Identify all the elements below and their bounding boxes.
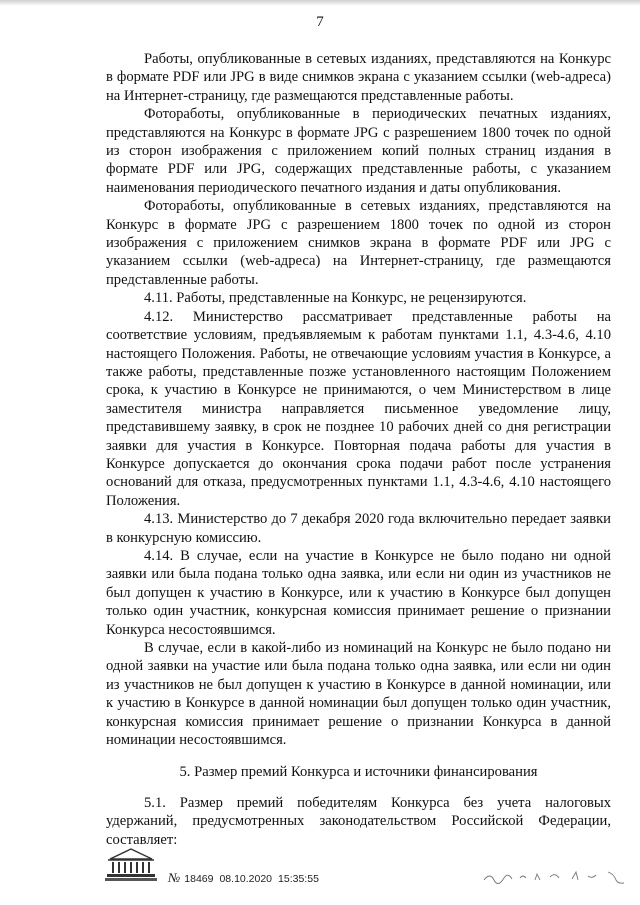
paragraph-4-13: 4.13. Министерство до 7 декабря 2020 года включительно передает заявки в конкурсную комиссию. (106, 511, 611, 546)
signature-scribble-icon (480, 860, 630, 888)
paragraph-print-photo: Фоторaботы, опубликованные в периодических печатных изданиях, представляются на Конкурс в формате JPG с разрешением 1800 точек по одной из сторон изображения с приложением копий полных страниц издания в формате PDF или JPG, содержащих представленные работы, с указанием наименования периодического печатного издания и даты опубликования. (106, 106, 611, 196)
paragraph-network-photo: Фоторaботы, опубликованные в сетевых изданиях, представляются на Конкурс в формате JPG с разрешением 1800 точек по одной из сторон изображения с приложением снимков экрана в формате PDF или JPG с указанием ссылки (web-адреса) на Интернет-страницу, где размещаются представленные работы. (106, 198, 611, 288)
paragraph-4-14: 4.14. В случае, если на участие в Конкурсе не было подано ни одной заявки или была подана только одна заявка, или если ни один из участников не был допущен к участию в Конкурсе, или к участию в Конкурсе был допущен только один участник, конкурсная комиссия принимает решение о признании Конкурса несостоявшимся. (106, 547, 611, 638)
paragraph-network-works: Работы, опубликованные в сетевых изданиях, представляются на Конкурс в формате PDF или JPG в виде снимков экрана с указанием ссылки (web-адреса) на Интернет-страницу, где размещаются представленные работы. (106, 51, 611, 104)
registration-stamp (168, 870, 319, 886)
doc-number: 18469 (184, 873, 214, 885)
paragraph-nomination-case: В случае, если в какой-либо из номинаций на Конкурс не было подано ни одной заявки на участие или была подана только одна заявка, или если ни один из участников не был допущен к участию в Конкурсе в данной номинации, или к участию в Конкурсе в данной номинации был допущен только один участник, конкурсная комиссия принимает решение о признании Конкурса в данной номинации несостоявшимся. (106, 640, 611, 749)
document-body (106, 50, 611, 849)
scan-edge (0, 0, 640, 6)
doc-date: 08.10.2020 (219, 873, 273, 885)
doc-time: 15:35:55 (278, 873, 319, 885)
building-emblem-icon (104, 846, 158, 882)
page-number: 7 (316, 14, 324, 30)
paragraph-5-1: 5.1. Размер премий победителям Конкурса без учета налоговых удержаний, предусмотренных законодательством Российской Федерации, составляет: (106, 794, 611, 848)
document-footer (102, 838, 632, 898)
section-heading: 5. Размер премий Конкурса и источники финансирования (179, 764, 538, 781)
number-symbol: № (168, 870, 181, 885)
paragraph-4-11: 4.11. Работы, представленные на Конкурс, не рецензируются. (144, 290, 527, 307)
paragraph-4-12: 4.12. Министерство рассматривает представленные работы на соответствие условиям, предъявляемым к работам пунктами 1.1, 4.3-4.6, 4.10 настоящего Положения. Работы, не отвечающие условиям участия в Конкурсе, а также работы, представленные позже установленного настоящим Положением срока, к участию в Конкурсе не принимаются, о чем Министерством в лице заместителя министра направляется письменное уведомление лицу, представившему заявку, в срок не позднее 10 рабочих дней со дня регистрации заявки для участия в Конкурсе. Повторная подача работы для участия в Конкурсе допускается до окончания срока подачи работ после устранения оснований для отказа, предусмотренных пунктами 1.1, 4.3-4.6, 4.10 настоящего Положения. (106, 308, 611, 509)
